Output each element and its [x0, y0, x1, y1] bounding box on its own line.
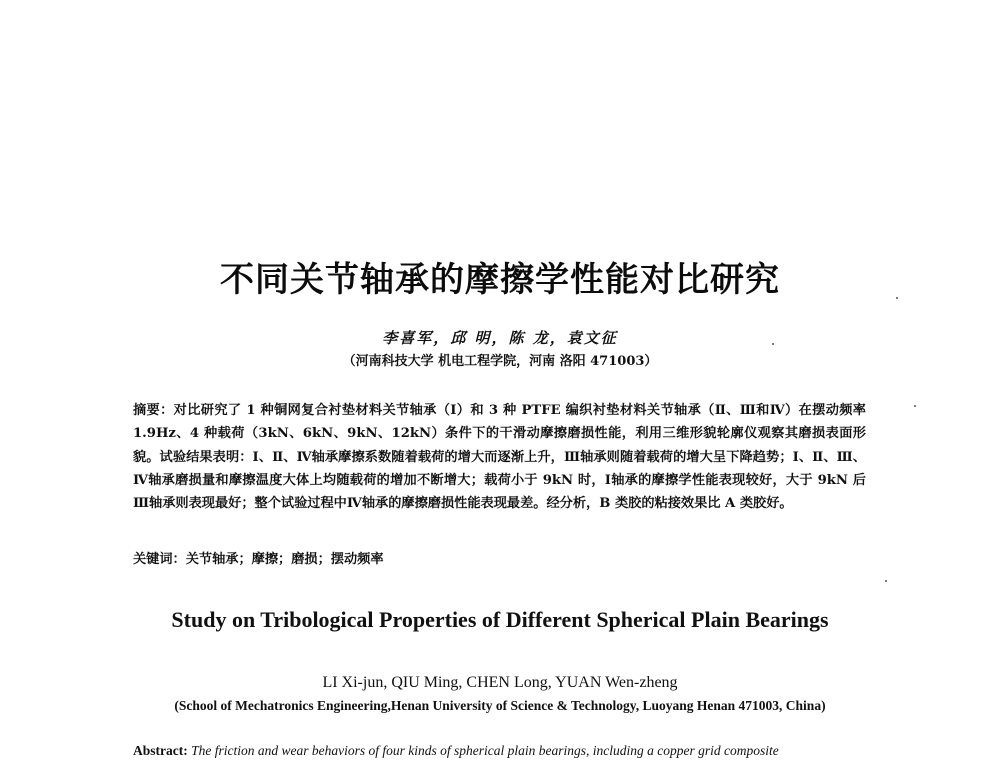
authors-en: LI Xi-jun, QIU Ming, CHEN Long, YUAN Wen-zheng	[322, 674, 678, 691]
abstract-cn-label: 摘要：	[133, 403, 174, 418]
abstract-en-label: Abstract:	[133, 743, 188, 758]
scan-speck	[885, 580, 887, 582]
paper-title-en: Study on Tribological Properties of Different Spherical Plain Bearings	[171, 607, 829, 632]
scan-speck	[914, 405, 916, 407]
affiliation-cn: （河南科技大学 机电工程学院，河南 洛阳 471003）	[342, 354, 658, 369]
affiliation-en: (School of Mechatronics Engineering,Henan University of Science & Technology, Luoyang Henan 471003, China)	[174, 698, 826, 713]
paper-title-cn: 不同关节轴承的摩擦学性能对比研究	[220, 260, 780, 300]
abstract-en	[133, 743, 873, 760]
abstract-en-text: The friction and wear behaviors of four kinds of spherical plain bearings, including a copper grid composite	[187, 743, 779, 758]
abstract-cn	[133, 399, 866, 515]
authors-cn: 李喜军，邱 明，陈 龙，袁文征	[382, 329, 618, 347]
keywords-cn-text: 关节轴承；摩擦；磨损；摆动频率	[185, 552, 384, 567]
abstract-cn-text: 对比研究了 1 种铜网复合衬垫材料关节轴承（Ⅰ）和 3 种 PTFE 编织衬垫材料关节轴承（Ⅱ、Ⅲ和Ⅳ）在摆动频率 1.9Hz、4 种载荷（3kN、6kN、9kN、12kN）条件下的干滑动摩擦磨损性能，利用三维形貌轮廓仪观察其磨损表面形貌。试验结果表明：Ⅰ、Ⅱ、Ⅳ轴承摩擦系数随着载荷的增大而逐渐上升，Ⅲ轴承则随着载荷的增大呈下降趋势；Ⅰ、Ⅱ、Ⅲ、Ⅳ轴承磨损量和摩擦温度大体上均随载荷的增加不断增大；载荷小于 9kN 时，Ⅰ轴承的摩擦学性能表现较好，大于 9kN 后Ⅲ轴承则表现最好；整个试验过程中Ⅳ轴承的摩擦磨损性能表现最差。经分析，B 类胶的粘接效果比 A 类胶好。	[133, 403, 866, 512]
keywords-cn	[133, 548, 384, 567]
keywords-cn-label: 关键词：	[133, 552, 186, 567]
